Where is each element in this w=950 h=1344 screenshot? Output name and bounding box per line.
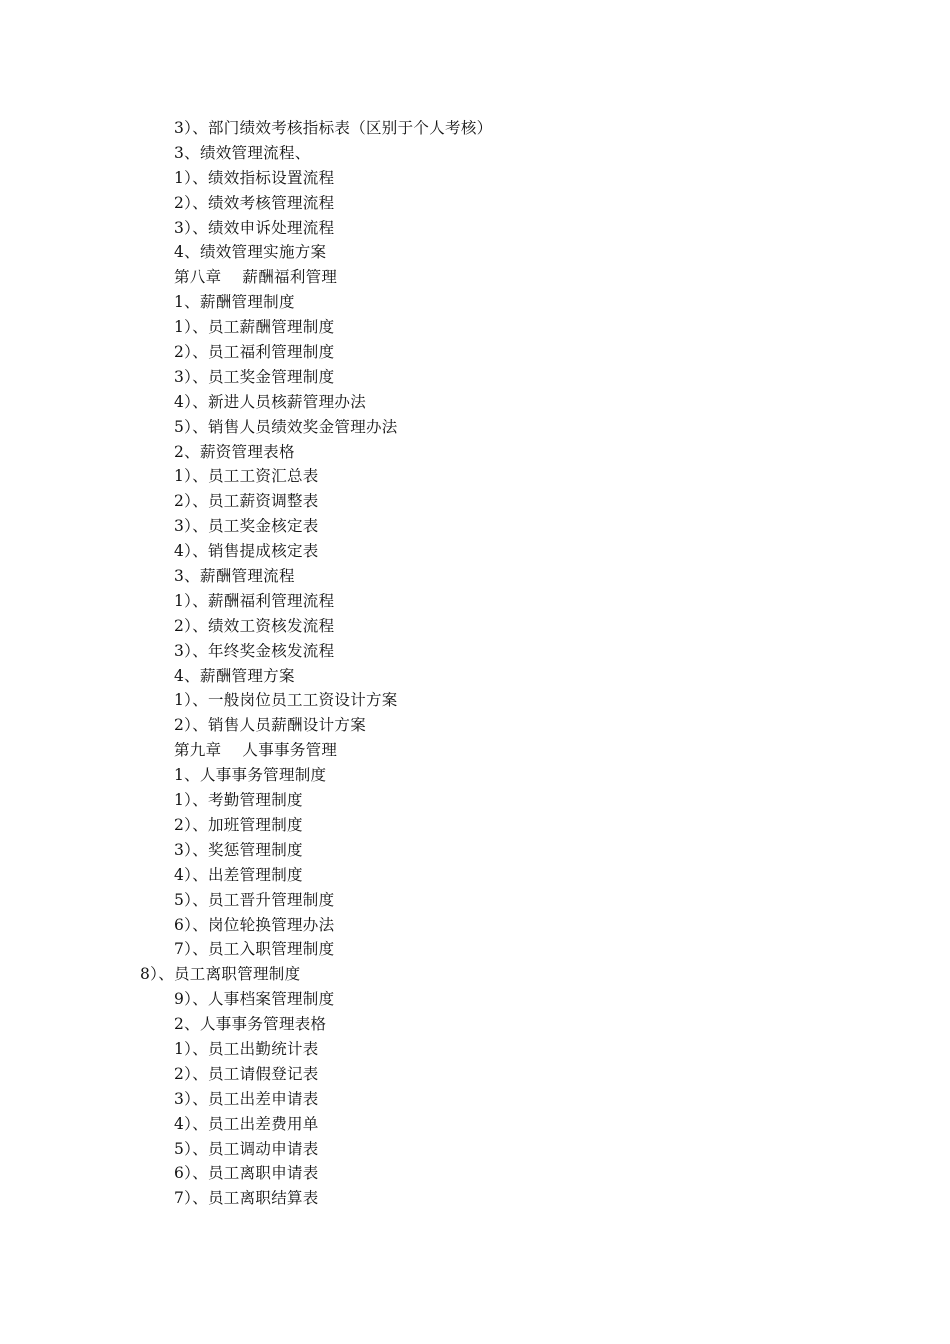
document-line: 3）、员工奖金核定表 bbox=[174, 517, 319, 536]
document-line: 3）、员工出差申请表 bbox=[174, 1089, 319, 1108]
document-line: 1）、员工薪酬管理制度 bbox=[174, 318, 335, 337]
document-line: 5）、销售人员绩效奖金管理办法 bbox=[174, 417, 398, 436]
document-line: 3、薪酬管理流程 bbox=[174, 567, 295, 586]
document-line: 9）、人事档案管理制度 bbox=[174, 990, 335, 1009]
document-line: 3）、年终奖金核发流程 bbox=[174, 641, 335, 660]
document-line: 2）、员工薪资调整表 bbox=[174, 492, 319, 511]
document-line: 5）、员工调动申请表 bbox=[174, 1139, 319, 1158]
document-page bbox=[0, 116, 950, 1211]
document-line: 6）、岗位轮换管理办法 bbox=[174, 915, 335, 934]
document-line: 3）、部门绩效考核指标表（区别于个人考核） bbox=[174, 119, 493, 137]
document-line: 第八章 薪酬福利管理 bbox=[174, 268, 338, 287]
document-line: 1）、员工出勤统计表 bbox=[174, 1039, 319, 1058]
document-line: 第九章 人事事务管理 bbox=[174, 741, 338, 760]
document-line: 1）、绩效指标设置流程 bbox=[174, 168, 335, 187]
document-line: 4）、员工出差费用单 bbox=[174, 1114, 319, 1133]
document-line: 2）、加班管理制度 bbox=[174, 815, 303, 834]
document-line: 7）、员工离职结算表 bbox=[174, 1189, 319, 1208]
document-line: 7）、员工入职管理制度 bbox=[174, 940, 335, 959]
document-line: 2）、绩效工资核发流程 bbox=[174, 616, 335, 635]
document-line: 1）、薪酬福利管理流程 bbox=[174, 591, 335, 610]
document-line: 1）、员工工资汇总表 bbox=[174, 467, 319, 486]
document-line: 2）、员工请假登记表 bbox=[174, 1064, 319, 1083]
document-line: 1）、一般岗位员工工资设计方案 bbox=[174, 691, 398, 710]
document-line: 1、人事事务管理制度 bbox=[174, 766, 327, 785]
document-line: 8）、员工离职管理制度 bbox=[140, 965, 301, 984]
document-line: 3）、绩效申诉处理流程 bbox=[174, 218, 335, 237]
document-line: 3）、奖惩管理制度 bbox=[174, 840, 303, 859]
document-line: 4、薪酬管理方案 bbox=[174, 666, 295, 685]
document-line: 4）、销售提成核定表 bbox=[174, 542, 319, 561]
document-line: 6）、员工离职申请表 bbox=[174, 1164, 319, 1183]
document-line: 2）、绩效考核管理流程 bbox=[174, 193, 335, 212]
document-line: 3、绩效管理流程、 bbox=[174, 143, 311, 162]
document-line: 4）、出差管理制度 bbox=[174, 865, 303, 884]
document-line: 1、薪酬管理制度 bbox=[174, 293, 295, 312]
document-line: 2）、销售人员薪酬设计方案 bbox=[174, 716, 367, 735]
document-line: 2、薪资管理表格 bbox=[174, 442, 295, 461]
document-line: 1）、考勤管理制度 bbox=[174, 791, 303, 810]
document-line: 4、绩效管理实施方案 bbox=[174, 243, 327, 262]
document-line: 4）、新进人员核薪管理办法 bbox=[174, 392, 367, 411]
document-line: 2、人事事务管理表格 bbox=[174, 1015, 327, 1034]
document-line: 2）、员工福利管理制度 bbox=[174, 343, 335, 362]
document-line: 5）、员工晋升管理制度 bbox=[174, 890, 335, 909]
document-line: 3）、员工奖金管理制度 bbox=[174, 367, 335, 386]
